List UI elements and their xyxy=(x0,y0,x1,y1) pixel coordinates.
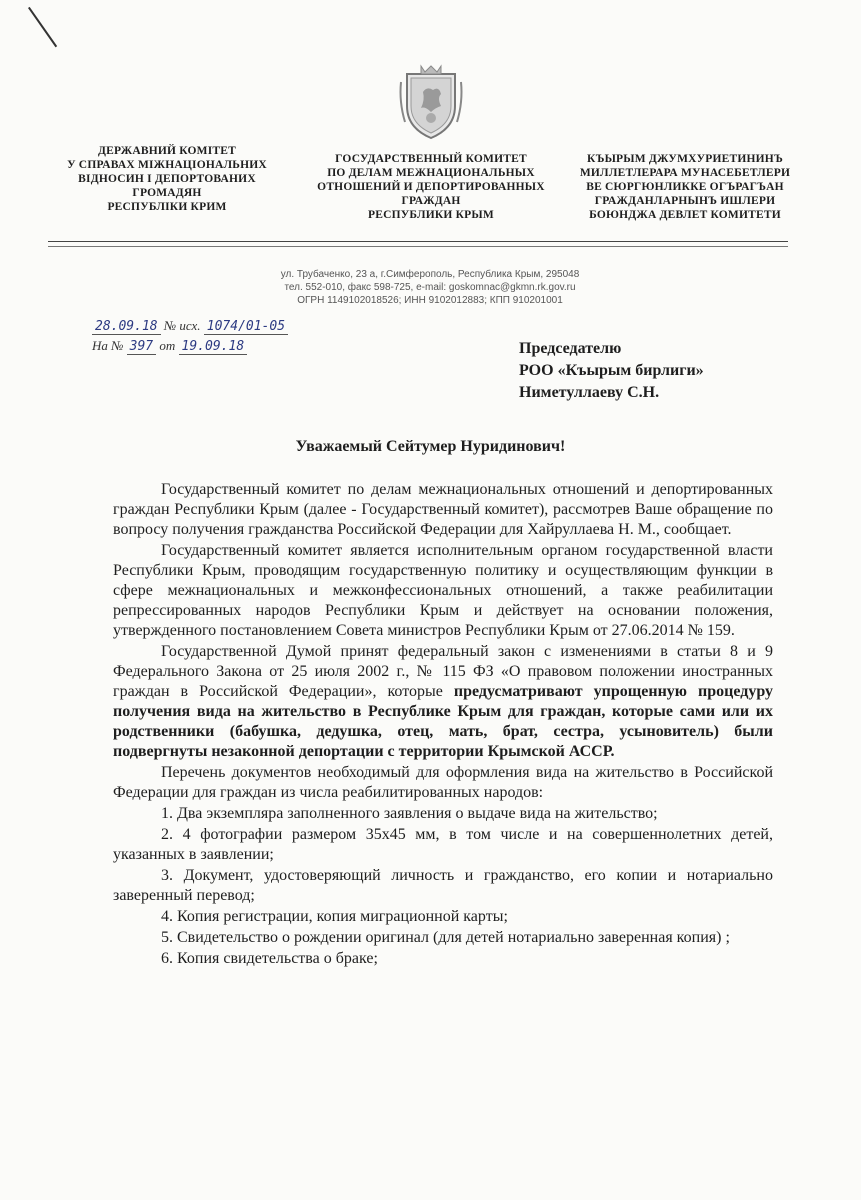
header-line: МИЛЛЕТЛЕРАРА МУНАСЕБЕТЛЕРИ xyxy=(579,167,791,179)
list-item: 5. Свидетельство о рождении оригинал (для детей нотариально заверенная копия) ; xyxy=(161,929,730,946)
contact-phone-email: тел. 552-010, факс 598-725, e-mail: goskomnac@gkmn.rk.gov.ru xyxy=(284,282,576,293)
incoming-label: На № xyxy=(92,338,124,353)
body-paragraph: Государственный комитет по делам межнациональных отношений и депортированных граждан Республики Крым (далее - Государственный комитет), рассмотрев Ваше обращение по вопросу получения гражданства Российской Федерации для Хайруллаева Н. М., сообщает. xyxy=(113,481,773,538)
header-line: КЪЫРЫМ ДЖУМХУРИЕТИНИНЪ xyxy=(587,153,783,165)
header-line: ВІДНОСИН І ДЕПОРТОВАНИХ xyxy=(78,173,256,185)
incoming-number: 397 xyxy=(127,339,156,355)
header-line: ГОСУДАРСТВЕННЫЙ КОМИТЕТ xyxy=(335,153,527,165)
body-paragraph: Государственный комитет является исполнительным органом государственной власти Республики Крым, проводящим государственную политику и осуществляющим функции в сфере межнациональных и межконфессиональных отношений, а также реабилитации репрессированных народов Республики Крым и действует на основании положения, утвержденного постановлением Совета министров Республики Крым от 27.06.2014 № 159. xyxy=(113,542,773,639)
outgoing-reference xyxy=(92,318,288,334)
list-item: 3. Документ, удостоверяющий личность и гражданство, его копии и нотариально заверенный перевод; xyxy=(113,867,773,904)
law-text: Государственной Думой принят федеральный закон с изменениями в статьи 8 и 9 Федерального Закона от 25 июля 2002 г., № 115 ФЗ «О правовом положении иностранных граждан в Российской Федерации», которые xyxy=(113,643,773,700)
incoming-reference xyxy=(92,338,247,354)
body-paragraph xyxy=(113,642,773,762)
list-item: 2. 4 фотографии размером 35x45 мм, в том числе и на совершеннолетних детей, указанных в заявлении; xyxy=(113,826,773,863)
list-item: 4. Копия регистрации, копия миграционной карты; xyxy=(161,908,508,925)
outgoing-label: № исх. xyxy=(163,318,201,333)
header-crimean-tatar xyxy=(560,152,810,222)
header-divider xyxy=(48,241,788,242)
header-line: У СПРАВАХ МІЖНАЦІОНАЛЬНИХ xyxy=(67,159,267,171)
incoming-date: 19.09.18 xyxy=(179,339,248,355)
header-line: ДЕРЖАВНИЙ КОМІТЕТ xyxy=(98,145,236,157)
header-russian xyxy=(300,152,562,222)
outgoing-number: 1074/01-05 xyxy=(204,319,288,335)
from-label: от xyxy=(159,338,176,353)
header-line: ВЕ СЮРГЮНЛИККЕ ОГЪРАГЪАН xyxy=(586,181,784,193)
recipient-line: РОО «Къырым бирлиги» xyxy=(519,362,704,379)
list-item: 6. Копия свидетельства о браке; xyxy=(161,950,378,967)
header-line: БОЮНДЖА ДЕВЛЕТ КОМИТЕТИ xyxy=(589,209,781,221)
list-item: 1. Два экземпляра заполненного заявления о выдаче вида на жительство; xyxy=(161,805,658,822)
header-line: ОТНОШЕНИЙ И ДЕПОРТИРОВАННЫХ xyxy=(317,181,545,193)
contact-address: ул. Трубаченко, 23 а, г.Симферополь, Республика Крым, 295048 xyxy=(280,269,580,280)
header-line: ГРОМАДЯН xyxy=(132,187,202,199)
header-ukrainian xyxy=(52,144,282,214)
recipient-line: Председателю xyxy=(519,340,622,357)
header-line: ГРАЖДАН xyxy=(401,195,461,207)
header-line: РЕСПУБЛИКИ КРЫМ xyxy=(368,209,494,221)
contact-block xyxy=(230,268,630,307)
crimea-coat-of-arms-icon xyxy=(397,62,465,142)
recipient-line: Ниметуллаеву С.Н. xyxy=(519,384,660,401)
header-line: РЕСПУБЛІКИ КРИМ xyxy=(107,201,227,213)
header-line: ГРАЖДАНЛАРНЫНЪ ИШЛЕРИ xyxy=(594,195,776,207)
recipient-block xyxy=(519,338,704,404)
scan-mark xyxy=(28,7,57,47)
greeting: Уважаемый Сейтумер Нуридинович! xyxy=(295,438,566,455)
outgoing-date: 28.09.18 xyxy=(92,319,161,335)
list-intro: Перечень документов необходимый для оформления вида на жительство в Российской Федерации для граждан из числа реабилитированных народов: xyxy=(113,764,773,801)
header-line: ПО ДЕЛАМ МЕЖНАЦИОНАЛЬНЫХ xyxy=(327,167,535,179)
law-emphasis: предусматривают упрощенную процедуру получения вида на жительство в Республике Крым для граждан, которые сами или их родственники (бабушка, дедушка, отец, мать, брат, сестра, усыновитель) были подвергнуты незаконной депортации с территории Крымской АССР. xyxy=(113,683,774,760)
header-divider xyxy=(48,246,788,247)
letter-body xyxy=(113,480,773,970)
contact-registry: ОГРН 1149102018526; ИНН 9102012883; КПП 910201001 xyxy=(297,295,563,306)
